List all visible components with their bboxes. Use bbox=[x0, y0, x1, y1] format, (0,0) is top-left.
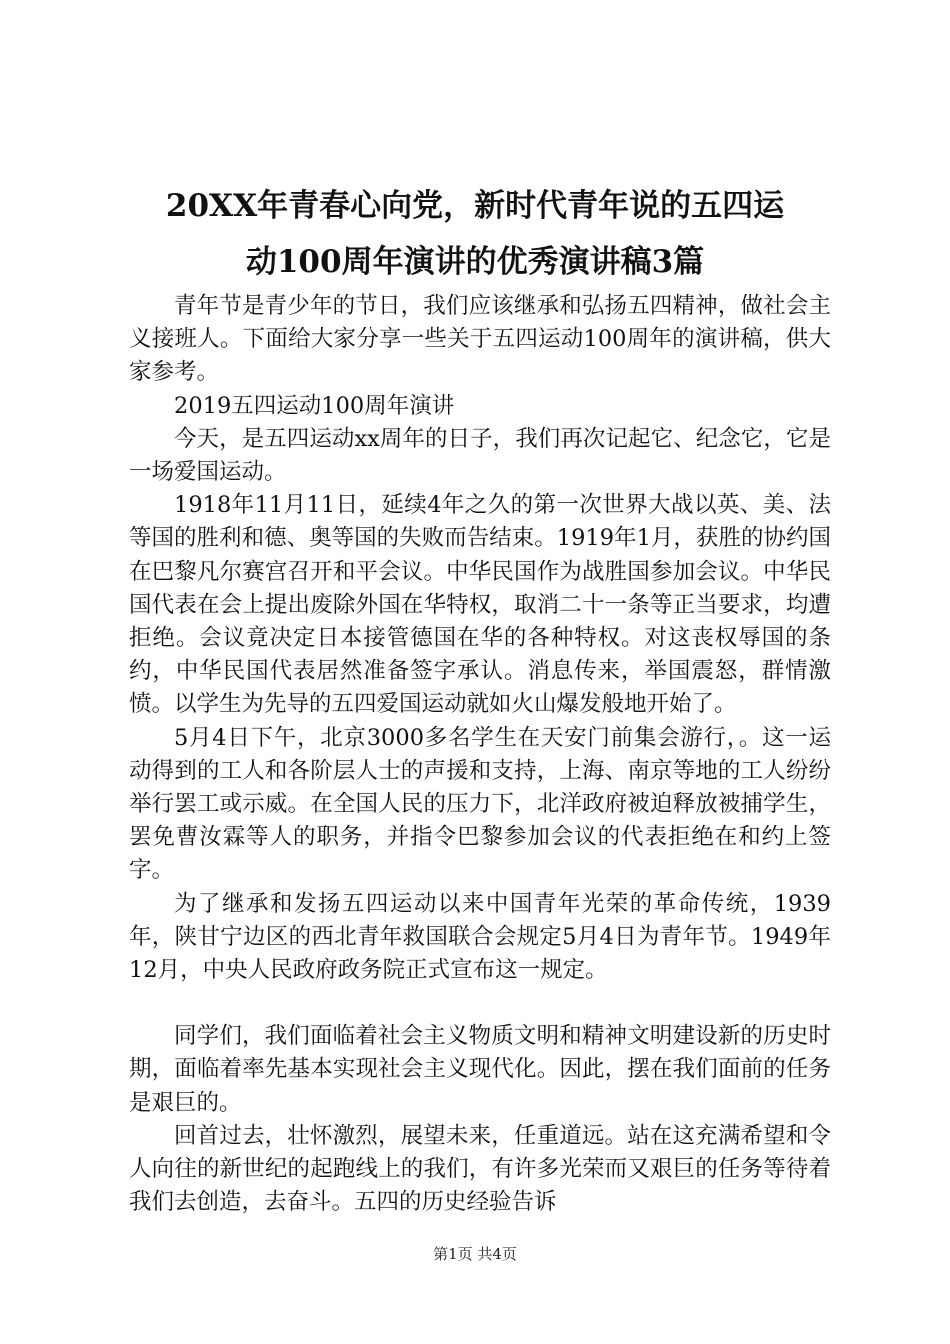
body-paragraph: 回首过去，壮怀激烈，展望未来，任重道远。站在这充满希望和令人向往的新世纪的起跑线上的我们，有许多光荣而又艰巨的任务等待着我们去创造，去奋斗。五四的历史经验告诉 bbox=[129, 1122, 831, 1216]
page-number-footer: 第1页 共4页 bbox=[433, 1245, 517, 1263]
document-title bbox=[110, 178, 840, 290]
body-paragraph: 5月4日下午，北京3000多名学生在天安门前集会游行，。这一运动得到的工人和各阶层人士的声援和支持，上海、南京等地的工人纷纷举行罢工或示威。在全国人民的压力下，北洋政府被迫释放被捕学生，罢免曹汝霖等人的职务，并指令巴黎参加会议的代表拒绝在和约上签字。 bbox=[129, 724, 831, 884]
body-paragraph: 同学们，我们面临着社会主义物质文明和精神文明建设新的历史时期，面临着率先基本实现社会主义现代化。因此，摆在我们面前的任务是艰巨的。 bbox=[129, 1023, 831, 1116]
title-line-2: 动100周年演讲的优秀演讲稿3篇 bbox=[245, 244, 705, 280]
document-body bbox=[129, 290, 831, 1219]
body-paragraph: 为了继承和发扬五四运动以来中国青年光荣的革命传统，1939年，陕甘宁边区的西北青年救国联合会规定5月4日为青年节。1949年12月，中央人民政府政务院正式宣布这一规定。 bbox=[129, 890, 831, 984]
section-heading: 2019五四运动100周年演讲 bbox=[174, 392, 455, 419]
body-paragraph: 今天，是五四运动xx周年的日子，我们再次记起它、纪念它，它是一场爱国运动。 bbox=[129, 425, 831, 486]
title-line-1: 20XX年青春心向党，新时代青年说的五四运 bbox=[165, 188, 785, 224]
body-paragraph: 1918年11月11日，延续4年之久的第一次世界大战以英、美、法等国的胜利和德、奥等国的失败而告结束。1919年1月，获胜的协约国在巴黎凡尔赛宫召开和平会议。中华民国作为战胜国参加会议。中华民国代表在会上提出废除外国在华特权，取消二十一条等正当要求，均遭拒绝。会议竟决定日本接管德国在华的各种特权。对这丧权辱国的条约，中华民国代表居然准备签字承认。消息传来，举国震怒，群情激愤。以学生为先导的五四爱国运动就如火山爆发般地开始了。 bbox=[129, 492, 831, 718]
intro-paragraph: 青年节是青少年的节日，我们应该继承和弘扬五四精神，做社会主义接班人。下面给大家分享一些关于五四运动100周年的演讲稿，供大家参考。 bbox=[129, 293, 831, 386]
